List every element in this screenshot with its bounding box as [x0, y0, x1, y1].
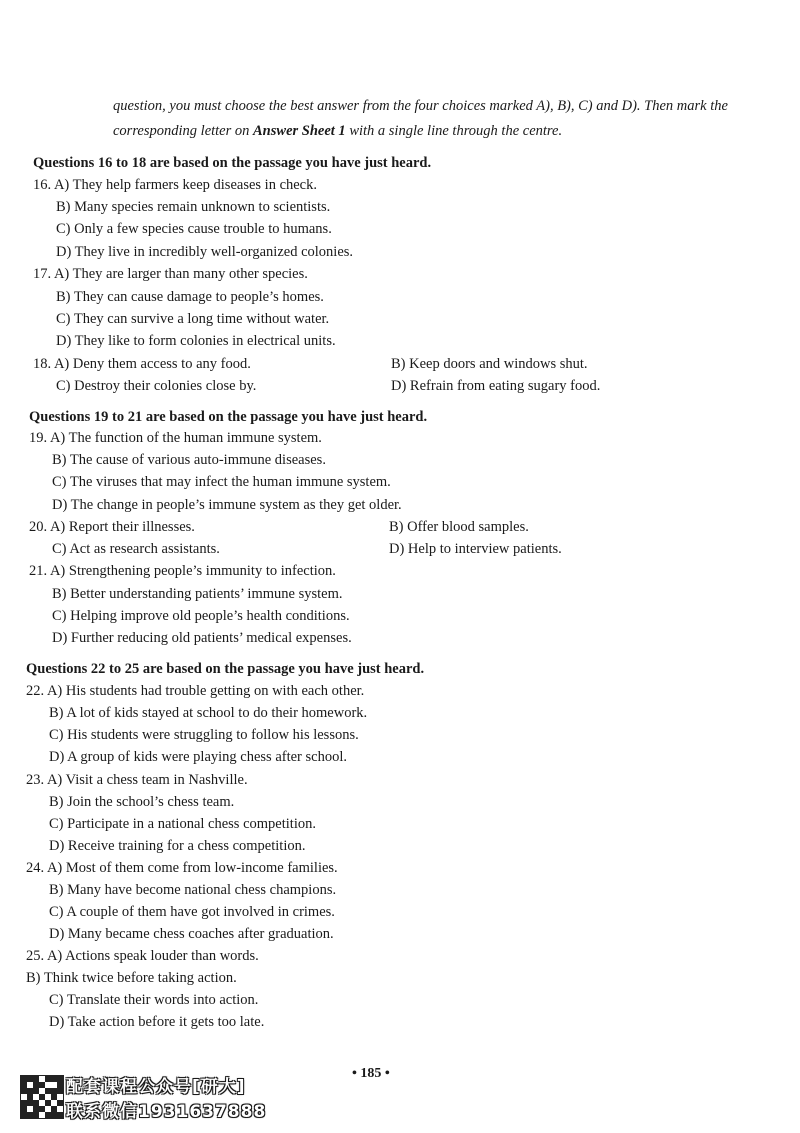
option-19-b: B) The cause of various auto-immune diseases.: [52, 452, 326, 468]
option-22-b: B) A lot of kids stayed at school to do their homework.: [49, 705, 368, 721]
option-24-c: C) A couple of them have got involved in crimes.: [49, 904, 335, 920]
option-21-b: B) Better understanding patients’ immune system.: [52, 586, 343, 602]
section-heading: Questions 16 to 18 are based on the passage you have just heard.: [33, 155, 432, 171]
section-heading: Questions 19 to 21 are based on the passage you have just heard.: [29, 409, 428, 425]
question-22: 22. A) His students had trouble getting on with each other.: [26, 683, 365, 699]
option-17-c: C) They can survive a long time without water.: [56, 311, 330, 327]
question-25: 25. A) Actions speak louder than words.: [26, 948, 259, 964]
option-18-b: B) Keep doors and windows shut.: [391, 356, 588, 372]
option-20-d: D) Help to interview patients.: [389, 541, 562, 557]
section-heading: Questions 22 to 25 are based on the passage you have just heard.: [26, 661, 425, 677]
instructions-text: question, you must choose the best answer from the four choices marked A), B), C) and D). Then mark the corresponding letter on Answer Sheet 1 with a single line through the centre.: [113, 98, 728, 139]
option-23-b: B) Join the school’s chess team.: [49, 794, 235, 810]
question-21: 21. A) Strengthening people’s immunity to infection.: [29, 563, 336, 579]
question-24: 24. A) Most of them come from low-income families.: [26, 860, 338, 876]
page-number: • 185 •: [352, 1066, 390, 1081]
option-22-d: D) A group of kids were playing chess after school.: [49, 749, 347, 765]
option-24-d: D) Many became chess coaches after graduation.: [49, 926, 334, 942]
answer-sheet-label: Answer Sheet 1: [253, 123, 346, 139]
option-16-b: B) Many species remain unknown to scientists.: [56, 199, 331, 215]
option-18-c: C) Destroy their colonies close by.: [56, 378, 257, 394]
option-16-c: C) Only a few species cause trouble to humans.: [56, 221, 332, 237]
watermark-line-1: 配套课程公众号[研大]: [66, 1077, 246, 1097]
option-21-c: C) Helping improve old people’s health conditions.: [52, 608, 350, 624]
option-25-b: B) Think twice before taking action.: [26, 970, 237, 986]
option-20-b: B) Offer blood samples.: [389, 519, 529, 535]
watermark-line-2: 联系微信1931637888: [66, 1102, 267, 1122]
option-20-c: C) Act as research assistants.: [52, 541, 220, 557]
question-23: 23. A) Visit a chess team in Nashville.: [26, 772, 248, 788]
option-24-b: B) Many have become national chess champions.: [49, 882, 337, 898]
option-25-c: C) Translate their words into action.: [49, 992, 259, 1008]
option-23-c: C) Participate in a national chess competition.: [49, 816, 316, 832]
question-18: 18. A) Deny them access to any food.: [33, 356, 251, 372]
option-17-b: B) They can cause damage to people’s homes.: [56, 289, 324, 305]
question-16: 16. A) They help farmers keep diseases in check.: [33, 177, 317, 193]
option-17-d: D) They like to form colonies in electrical units.: [56, 333, 336, 349]
option-22-c: C) His students were struggling to follow his lessons.: [49, 727, 359, 743]
option-19-d: D) The change in people’s immune system as they get older.: [52, 497, 402, 513]
question-19: 19. A) The function of the human immune system.: [29, 430, 322, 446]
option-23-d: D) Receive training for a chess competition.: [49, 838, 306, 854]
option-16-d: D) They live in incredibly well-organized colonies.: [56, 244, 354, 260]
option-19-c: C) The viruses that may infect the human immune system.: [52, 474, 391, 490]
option-18-d: D) Refrain from eating sugary food.: [391, 378, 601, 394]
question-17: 17. A) They are larger than many other species.: [33, 266, 308, 282]
qr-code-icon: [20, 1075, 64, 1119]
option-21-d: D) Further reducing old patients’ medical expenses.: [52, 630, 352, 646]
question-20: 20. A) Report their illnesses.: [29, 519, 195, 535]
option-25-d: D) Take action before it gets too late.: [49, 1014, 265, 1030]
